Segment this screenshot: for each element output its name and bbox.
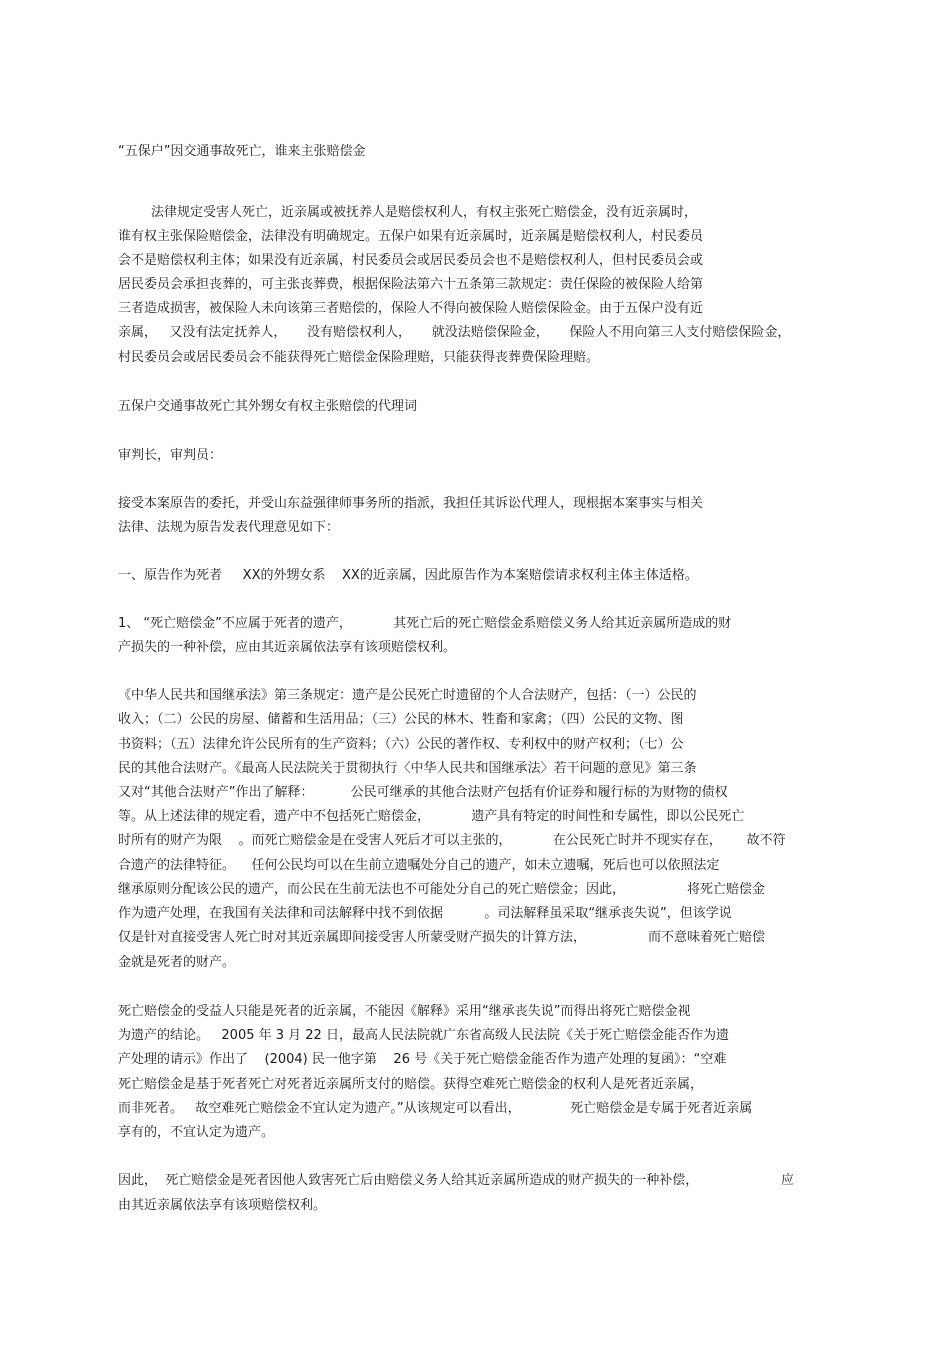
paragraph-line: 死亡赔偿金是基于死者死亡对死者近亲属所支付的赔偿。获得空难死亡赔偿金的权利人是死者近亲属， [118, 1077, 704, 1092]
paragraph-line: 收入；（二）公民的房屋、储蓄和生活用品；（三）公民的林木、牲畜和家禽；（四）公民的文物、图 [118, 712, 684, 727]
paragraph-line: 书资料；（五）法律允许公民所有的生产资料；（六）公民的著作权、专利权中的财产权利；（七）公 [118, 737, 684, 752]
paragraph-line: 亲属， 又没有法定抚养人， 没有赔偿权利人， 就没法赔偿保险金， 保险人不用向第三人支付赔偿保险金， [118, 325, 791, 340]
paragraph-line: 而非死者。 故空难死亡赔偿金不宜认定为遗产。”从该规定可以看出， 死亡赔偿金是专属于死者近亲属 [118, 1101, 753, 1116]
paragraph-line: 谁有权主张保险赔偿金，法律没有明确规定。五保户如果有近亲属时，近亲属是赔偿权利人，村民委员 [118, 229, 704, 244]
document-title: “五保户”因交通事故死亡，谁来主张赔偿金 [118, 144, 366, 159]
paragraph-line: 1、 “死亡赔偿金”不应属于死者的遗产， 其死亡后的死亡赔偿金系赔偿义务人给其近亲属所造成的财 [118, 616, 732, 631]
paragraph-line: 继承原则分配该公民的遗产，而公民在生前无法也不可能处分自己的死亡赔偿金；因此， 将死亡赔偿金 [118, 882, 765, 897]
paragraph-line: 因此， 死亡赔偿金是死者因他人致害死亡后由赔偿义务人给其近亲属所造成的财产损失的一种补偿， 应 [118, 1173, 794, 1188]
paragraph-line: 金就是死者的财产。 [118, 955, 236, 970]
paragraph-line: 会不是赔偿权利主体；如果没有近亲属，村民委员会或居民委员会也不是赔偿权利人，但村民委员会或 [118, 253, 704, 268]
paragraph-line: 死亡赔偿金的受益人只能是死者的近亲属，不能因《解释》采用“继承丧失说”而得出将死亡赔偿金视 [118, 1004, 691, 1019]
paragraph-line: 又对“其他合法财产”作出了解释： 公民可继承的其他合法财产包括有价证券和履行标的为财物的债权 [118, 785, 728, 800]
paragraph-line: 居民委员会承担丧葬的，可主张丧葬费，根据保险法第六十五条第三款规定：责任保险的被保险人给第 [118, 277, 704, 292]
paragraph-line: 法律规定受害人死亡，近亲属或被抚养人是赔偿权利人，有权主张死亡赔偿金，没有近亲属时， [118, 205, 698, 220]
paragraph-line: 为遗产的结论。 2005 年 3 月 22 日，最高人民法院就广东省高级人民法院《关于死亡赔偿金能否作为遗 [118, 1028, 729, 1043]
paragraph-line: 产损失的一种补偿，应由其近亲属依法享有该项赔偿权利。 [118, 640, 457, 655]
paragraph-line: 法律、法规为原告发表代理意见如下： [118, 520, 340, 535]
paragraph-line: 享有的，不宜认定为遗产。 [118, 1125, 275, 1140]
paragraph-line: 时所有的财产为限 。而死亡赔偿金是在受害人死后才可以主张的， 在公民死亡时并不现实存在， 故不符 [118, 833, 786, 848]
point-one: 一、原告作为死者 XX的外甥女系 XX的近亲属，因此原告作为本案赔偿请求权利主体主体适格。 [118, 568, 698, 583]
paragraph-line: 接受本案原告的委托，并受山东益强律师事务所的指派，我担任其诉讼代理人，现根据本案事实与相关 [118, 496, 704, 511]
salutation: 审判长，审判员： [118, 448, 223, 463]
paragraph-line: 民的其他合法财产。《最高人民法院关于贯彻执行〈中华人民共和国继承法〉若干问题的意见》第三条 [118, 761, 697, 776]
paragraph-line: 等。从上述法律的规定看，遗产中不包括死亡赔偿金， 遗产具有特定的时间性和专属性，即以公民死亡 [118, 809, 745, 824]
section-heading: 五保户交通事故死亡其外甥女有权主张赔偿的代理词 [118, 399, 418, 414]
paragraph-line: 由其近亲属依法享有该项赔偿权利。 [118, 1198, 327, 1213]
paragraph-line: 《中华人民共和国继承法》第三条规定：遗产是公民死亡时遗留的个人合法财产，包括：（一）公民的 [118, 688, 697, 703]
paragraph-line: 合遗产的法律特征。 任何公民均可以在生前立遗嘱处分自己的遗产，如未立遗嘱，死后也可以依照法定 [118, 858, 720, 873]
paragraph-line: 三者造成损害，被保险人未向该第三者赔偿的，保险人不得向被保险人赔偿保险金。由于五保户没有近 [118, 301, 704, 316]
paragraph-line: 村民委员会或居民委员会不能获得死亡赔偿金保险理赔，只能获得丧葬费保险理赔。 [118, 350, 600, 365]
paragraph-line: 仅是针对直接受害人死亡时对其近亲属即间接受害人所蒙受财产损失的计算方法， 而不意味着死亡赔偿 [118, 930, 765, 945]
paragraph-line: 产处理的请示》作出了 (2004) 民一他字第 26 号《关于死亡赔偿金能否作为遗产处理的复函》：“空难 [118, 1052, 727, 1067]
paragraph-line: 作为遗产处理，在我国有关法律和司法解释中找不到依据 。司法解释虽采取“继承丧失说”，但该学说 [118, 906, 732, 921]
